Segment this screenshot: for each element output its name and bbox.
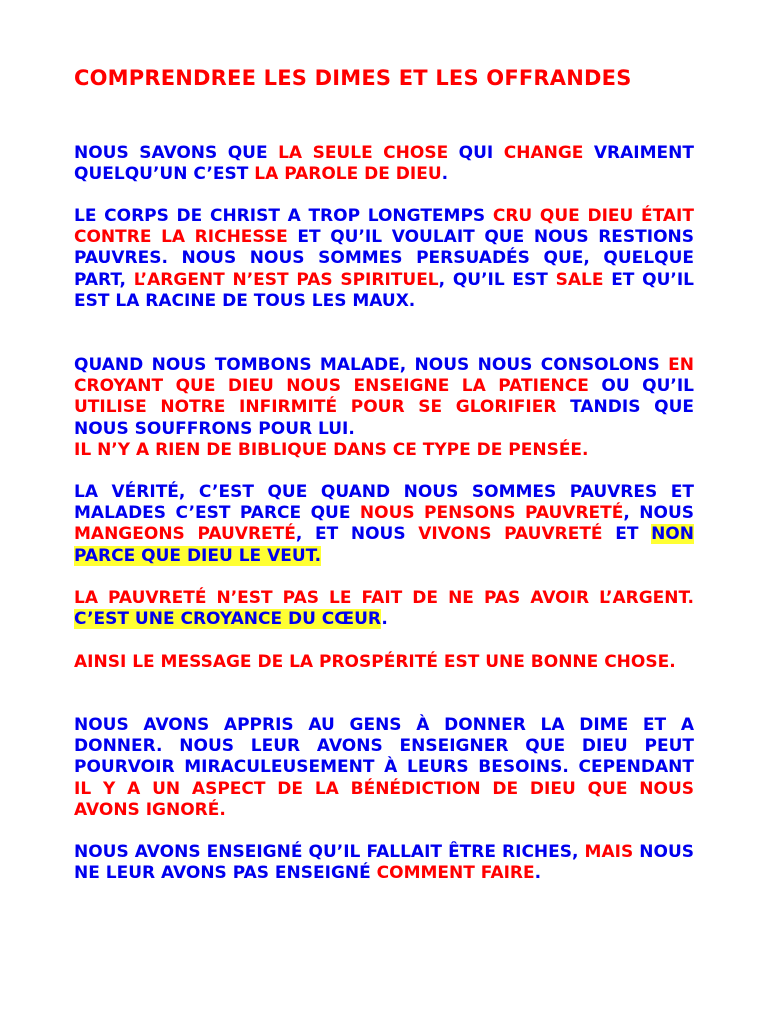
- emphasis-span: L’ARGENT N’EST PAS SPIRITUEL: [133, 269, 439, 290]
- paragraph-2: [74, 206, 694, 312]
- paragraph-4: [74, 482, 694, 567]
- emphasis-span: SALE: [555, 269, 604, 290]
- emphasis-span: UTILISE NOTRE INFIRMITÉ POUR SE GLORIFIER: [74, 397, 557, 418]
- text-span: VRAIMENT QUELQU’UN C’EST: [74, 143, 694, 185]
- text-span: .: [381, 609, 388, 630]
- emphasis-span: EN CROYANT QUE DIEU NOUS ENSEIGNE LA PATIENCE: [74, 355, 694, 397]
- paragraph-7: [74, 715, 694, 821]
- emphasis-span: LA PAROLE DE DIEU: [254, 164, 442, 185]
- emphasis-span: CHANGE: [503, 143, 584, 163]
- text-span: ET QU’IL VOULAIT QUE NOUS RESTIONS PAUVRES. NOUS NOUS SOMMES PERSUADÉS QUE, QUELQUE PART,: [74, 227, 694, 290]
- emphasis-span: IL Y A UN ASPECT DE LA BÉNÉDICTION DE DIEU QUE NOUS AVONS IGNORÉ.: [74, 778, 694, 820]
- text-span: OU QU’IL: [588, 376, 694, 397]
- text-span: ET: [602, 524, 652, 545]
- text-span: NOUS NE LEUR AVONS PAS ENSEIGNÉ: [74, 842, 694, 884]
- text-span: LE CORPS DE CHRIST A TROP LONGTEMPS: [74, 206, 493, 226]
- text-span: , NOUS: [623, 503, 694, 524]
- paragraph-1: [74, 143, 694, 185]
- text-span: ET QU’IL EST LA RACINE DE TOUS LES MAUX.: [74, 269, 694, 311]
- emphasis-span: MANGEONS PAUVRETÉ: [74, 524, 296, 545]
- emphasis-line: IL N’Y A RIEN DE BIBLIQUE DANS CE TYPE DE PENSÉE.: [74, 439, 589, 460]
- emphasis-span: VIVONS PAUVRETÉ: [418, 524, 603, 545]
- text-span: NOUS AVONS APPRIS AU GENS À DONNER LA DIME ET A DONNER. NOUS LEUR AVONS ENSEIGNER QUE DIEU PEUT POURVOIR MIRACULEUSEMENT À LEURS BESOINS. CEPENDANT: [74, 715, 694, 778]
- text-span: .: [534, 863, 542, 884]
- highlighted-span: C’EST UNE CROYANCE DU CŒUR: [74, 609, 382, 630]
- paragraph-8: [74, 842, 694, 884]
- paragraph-5: [74, 588, 694, 630]
- highlighted-span: NON PARCE QUE DIEU LE VEUT.: [74, 524, 694, 566]
- text-span: NOUS SAVONS QUE: [74, 143, 279, 163]
- text-span: .: [441, 164, 449, 185]
- text-span: NOUS AVONS ENSEIGNÉ QU’IL FALLAIT ÊTRE RICHES,: [74, 842, 585, 862]
- text-span: , QU’IL EST: [438, 269, 556, 290]
- emphasis-span: COMMENT FAIRE: [376, 863, 535, 884]
- text-span: LA VÉRITÉ, C’EST QUE QUAND NOUS SOMMES PAUVRES ET MALADES C’EST PARCE QUE: [74, 482, 694, 524]
- emphasis-span: NOUS PENSONS PAUVRETÉ: [359, 503, 624, 524]
- paragraph-6: [74, 652, 694, 673]
- emphasis-span: LA SEULE CHOSE: [278, 143, 449, 163]
- text-span: QUAND NOUS TOMBONS MALADE, NOUS NOUS CONSOLONS: [74, 355, 669, 375]
- text-span: TANDIS QUE NOUS SOUFFRONS POUR LUI.: [74, 397, 694, 439]
- text-span: , ET NOUS: [295, 524, 419, 545]
- emphasis-span: LA PAUVRETÉ N’EST PAS LE FAIT DE NE PAS AVOIR L’ARGENT.: [74, 588, 694, 608]
- emphasis-span: MAIS: [584, 842, 634, 862]
- document-title: COMPRENDREE LES DIMES ET LES OFFRANDES: [74, 66, 632, 90]
- emphasis-span: CRU QUE DIEU ÉTAIT CONTRE LA RICHESSE: [74, 206, 694, 248]
- paragraph-3: [74, 355, 694, 461]
- text-span: QUI: [448, 143, 504, 163]
- emphasis-span: AINSI LE MESSAGE DE LA PROSPÉRITÉ EST UNE BONNE CHOSE.: [74, 652, 676, 672]
